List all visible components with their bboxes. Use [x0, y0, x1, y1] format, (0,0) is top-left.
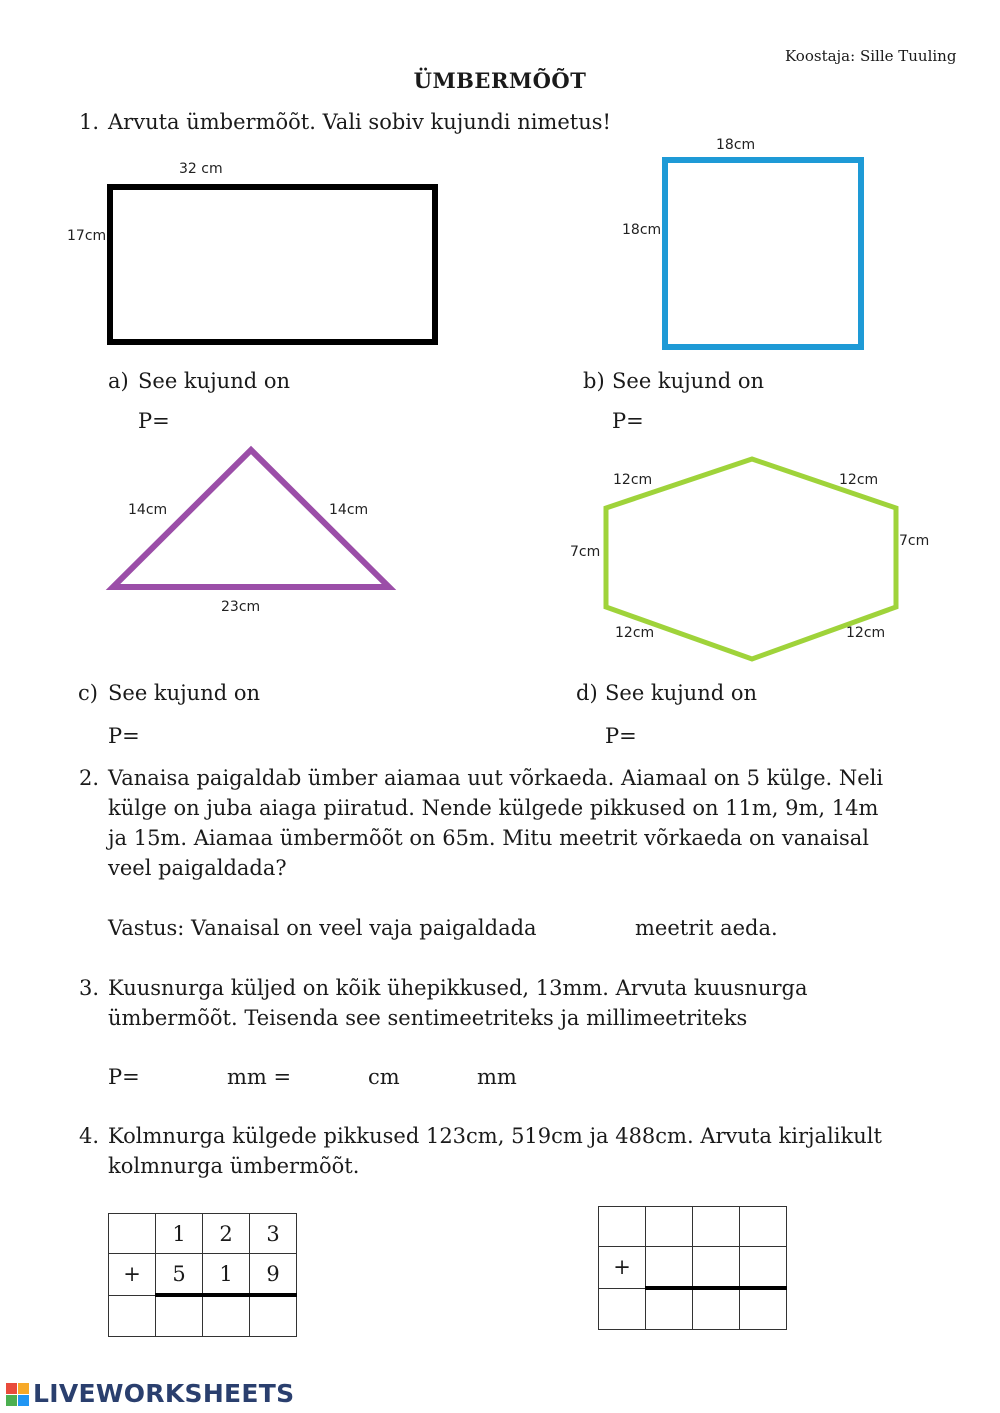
grid-cell: 1 [203, 1254, 250, 1296]
task4-line: kolmnurga ümbermõõt. [108, 1154, 360, 1178]
item-a-letter: a) [108, 369, 129, 393]
liveworksheets-logo-text[interactable]: LIVEWORKSHEETS [33, 1379, 295, 1408]
task2-line: ja 15m. Aiamaa ümbermõõt on 65m. Mitu meetrit võrkaeda on vanaisal [108, 826, 870, 850]
task1-text: Arvuta ümbermõõt. Vali sobiv kujundi nimetus! [108, 110, 611, 134]
answer-cell[interactable] [250, 1295, 297, 1337]
task3-mm-label: mm [477, 1065, 517, 1089]
answer-cell[interactable] [693, 1207, 740, 1247]
task2-number: 2. [79, 766, 100, 790]
task2-line: külge on juba aiaga piiratud. Nende külgede pikkused on 11m, 9m, 14m [108, 796, 879, 820]
shapes-figure [0, 0, 1000, 700]
grid-cell: + [109, 1254, 156, 1296]
hexagon-top-right-label: 12cm [839, 472, 879, 488]
item-d-perimeter: P= [605, 724, 637, 748]
answer-cell[interactable] [740, 1247, 787, 1289]
task3-p-label: P= [108, 1065, 140, 1089]
answer-cell[interactable] [646, 1207, 693, 1247]
answer-cell[interactable] [693, 1247, 740, 1289]
page-title: ÜMBERMÕÕT [413, 68, 587, 93]
item-b-perimeter: P= [612, 409, 644, 433]
addition-grid-answer [598, 1206, 787, 1330]
task3-line: ümbermõõt. Teisenda see sentimeetriteks ja millimeetriteks [108, 1006, 748, 1030]
addition-grid-example [108, 1213, 297, 1337]
answer-cell[interactable] [740, 1288, 787, 1330]
task3-cm-label: cm [368, 1065, 400, 1089]
square-top-label: 18cm [716, 137, 756, 153]
answer-cell[interactable] [740, 1207, 787, 1247]
square-side-label: 18cm [622, 222, 662, 238]
grid-cell: 3 [250, 1214, 297, 1254]
item-a-perimeter: P= [138, 409, 170, 433]
answer-cell[interactable] [646, 1247, 693, 1289]
grid-cell: 9 [250, 1254, 297, 1296]
item-d-letter: d) [576, 681, 598, 705]
answer-cell[interactable] [646, 1288, 693, 1330]
grid-cell: 1 [156, 1214, 203, 1254]
task2-answer-prefix: Vastus: Vanaisal on veel vaja paigaldada [108, 916, 537, 940]
task2-line: Vanaisa paigaldab ümber aiamaa uut võrkaeda. Aiamaal on 5 külge. Neli [108, 766, 884, 790]
item-b-statement: See kujund on [612, 369, 765, 393]
rect-height-label: 17cm [67, 228, 107, 244]
grid-cell: 5 [156, 1254, 203, 1296]
answer-cell[interactable] [109, 1295, 156, 1337]
item-c-statement: See kujund on [108, 681, 261, 705]
item-b-letter: b) [583, 369, 605, 393]
grid-cell: 2 [203, 1214, 250, 1254]
task2-line: veel paigaldada? [108, 856, 287, 880]
hexagon-right-label: 7cm [899, 533, 930, 549]
answer-cell[interactable] [693, 1288, 740, 1330]
task4-number: 4. [79, 1124, 100, 1148]
task4-line: Kolmnurga külgede pikkused 123cm, 519cm ja 488cm. Arvuta kirjalikult [108, 1124, 882, 1148]
answer-cell[interactable] [203, 1295, 250, 1337]
task3-mm-eq-label: mm = [227, 1065, 292, 1089]
rect-width-label: 32 cm [179, 161, 223, 177]
task3-line: Kuusnurga küljed on kõik ühepikkused, 13mm. Arvuta kuusnurga [108, 976, 808, 1000]
task2-answer-suffix: meetrit aeda. [635, 916, 778, 940]
item-c-letter: c) [78, 681, 98, 705]
grid-cell [109, 1214, 156, 1254]
hexagon-bottom-left-label: 12cm [615, 625, 655, 641]
hexagon-left-label: 7cm [570, 544, 601, 560]
triangle-left-label: 14cm [128, 502, 168, 518]
triangle-base-label: 23cm [221, 599, 261, 615]
task1-number: 1. [79, 110, 100, 134]
hexagon-top-left-label: 12cm [613, 472, 653, 488]
answer-cell[interactable] [599, 1288, 646, 1330]
rectangle-shape [110, 187, 435, 342]
answer-cell[interactable] [156, 1295, 203, 1337]
author-credit: Koostaja: Sille Tuuling [785, 47, 957, 65]
item-a-statement: See kujund on [138, 369, 291, 393]
item-c-perimeter: P= [108, 724, 140, 748]
triangle-right-label: 14cm [329, 502, 369, 518]
item-d-statement: See kujund on [605, 681, 758, 705]
liveworksheets-logo-icon [6, 1383, 30, 1407]
square-shape [665, 160, 861, 347]
plus-cell: + [599, 1247, 646, 1289]
answer-cell[interactable] [599, 1207, 646, 1247]
task3-number: 3. [79, 976, 100, 1000]
triangle-shape [113, 450, 389, 587]
hexagon-bottom-right-label: 12cm [846, 625, 886, 641]
